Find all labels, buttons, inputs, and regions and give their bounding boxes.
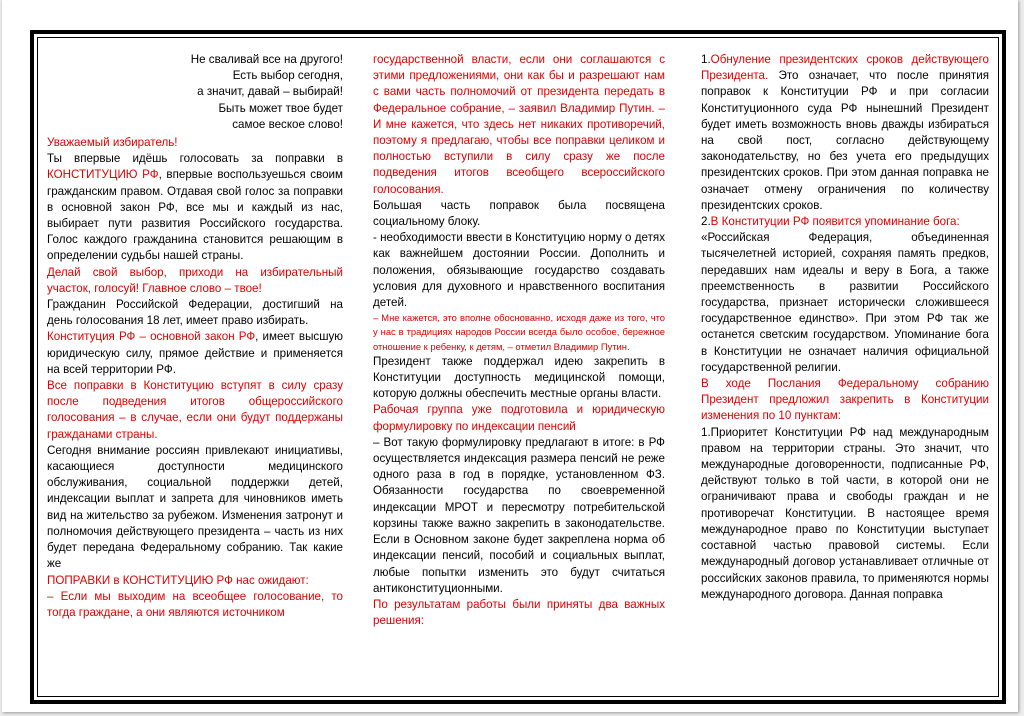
formula-paragraph: – Вот такую формулировку предлагают в итоге: в РФ осуществляется индексация размера пенсий не реже одного раза в год в порядке, установленном ФЗ. Обязанности государства по своевременной индексации МРОТ и пересмотру потребительской корзины также важно закрепить в законодательстве. Если в Основном законе будет закреплена норма об индексации пенсий, пособий и социальных выплат, любые попытки изменить это будут считаться антиконституционными. xyxy=(373,435,665,595)
address-paragraph: В ходе Послания Федеральному собранию Президент предложил закрепить в Конституции изменения по 10 пунктам: xyxy=(701,377,989,423)
constitution-paragraph: Конституция РФ – основной закон РФ, имеет высшую юридическую силу, прямое действие и применяется на всей территории РФ. xyxy=(47,330,343,376)
social-block-paragraph: Большая часть поправок была посвящена социальному блоку. xyxy=(373,198,665,229)
children-paragraph: - необходимости ввести в Конституцию норму о детях как важнейшем достоянии России. Дополнить и положения, обязывающие государство создавать условия для духовного и нравственного воспитания детей. xyxy=(373,231,665,310)
poem-line: а значит, давай – выбирай! xyxy=(197,85,343,99)
leaflet-page xyxy=(2,0,1018,712)
putin-quote: государственной власти, если они соглашаются с этими предложениями, они как бы и разрешают нам с вами часть полномочий от президента передать в Федеральное собрание, – заявил Владимир Путин. – И мне кажется, что здесь нет никаких противоречий, поэтому я предлагаю, чтобы все поправки целиком и полностью вступили в силу сразу же после подведения итогов всеобщего всероссийского голосования. xyxy=(373,53,665,196)
putin-children-quote: – Мне кажется, это вполне обоснованно, исходя даже из того, что у нас в традициях народов России всегда было особое, бережное отношение к ребенку, к детям, – отметил Владимир Путин. xyxy=(373,312,665,352)
item-2-paragraph: 2.В Конституции РФ появится упоминание бога: xyxy=(701,215,960,229)
item-2-quote: «Российская Федерация, объединенная тысячелетней историей, сохраняя память предков, передавших нам идеалы и веру в Бога, а также преемственность в развитии Российского государства, признает исторически сложившееся государственное единство». При этом РФ так же останется светским государством. Упоминание бога в Конституции не означает наличия официальной государственной религии. xyxy=(701,231,989,374)
column-right xyxy=(701,52,989,690)
closing-paragraph: – Если мы выходим на всеобщее голосование, то тогда граждане, а они являются источником xyxy=(47,589,343,619)
column-left xyxy=(47,52,343,690)
greeting: Уважаемый избиратель! xyxy=(47,136,178,150)
item-1-paragraph: 1.Обнуление президентских сроков действующего Президента. Это означает, что после принятия поправок к Конституции РФ и при согласии Конституционного суда РФ нынешний Президент будет иметь возможность вновь дважды избираться на свой пост, согласно действующему законодательству, но без учета его предыдущих президентских сроков. При этом данная поправка не означает отмену ограничения по количеству президентских сроков. xyxy=(701,53,989,212)
poem-line: Быть может твое будет xyxy=(218,101,343,115)
page-border-inner xyxy=(37,37,999,697)
call-to-vote: Делай свой выбор, приходи на избирательный участок, голосуй! Главное слово – твое! xyxy=(47,265,343,295)
results-paragraph: По результатам работы были приняты два важных решения: xyxy=(373,597,665,628)
poem-line: Есть выбор сегодня, xyxy=(232,69,343,83)
medicine-paragraph: Президент также поддержал идею закрепить в Конституции доступность медицинской помощи, которую должны обеспечить местные органы власти. xyxy=(373,354,665,401)
priority-paragraph: 1.Приоритет Конституции РФ над международным правом на территории страны. Это значит, что международные договоренности, подписанные РФ, действуют только в той части, в которой они не ограничивают права и свободы граждан и не противоречат Конституции. В настоящее время международное право по Конституции выступает составной частью правовой системы. Если международный договор устанавливает отличные от российских законов правила, то применяются нормы международного договора. Данная поправка xyxy=(701,425,989,601)
poem-line: самое веское слово! xyxy=(232,117,343,131)
column-middle xyxy=(373,52,665,690)
await-heading: ПОПРАВКИ в КОНСТИТУЦИЮ РФ нас ожидают: xyxy=(47,573,309,587)
poem-line: Не сваливай все на другого! xyxy=(190,53,343,66)
intro-paragraph: Ты впервые идёшь голосовать за поправки в КОНСТИТУЦИЮ РФ, впервые воспользуешься своим гражданским правом. Отдавая свой голос за поправки в основной закон РФ, все мы и каждый из нас, выбирает пути развития Российского государства. Голос каждого гражданина становится решающим в определении судьбы нашей страны. xyxy=(47,152,343,263)
attention-paragraph: Сегодня внимание россиян привлекают инициативы, касающиеся доступности медицинского обслуживания, социальной поддержки детей, индексации выплат и запрета для чиновников иметь вид на жительство за рубежом. Изменения затронут и полномочия действующего президента – часть из них будет передана Федеральному собранию. Так какие же xyxy=(47,443,343,571)
page-border xyxy=(30,30,1006,704)
citizens-paragraph: Гражданин Российской Федерации, достигший на день голосования 18 лет, имеет право избирать. xyxy=(47,298,343,328)
workgroup-paragraph: Рабочая группа уже подготовила и юридическую формулировку по индексации пенсий xyxy=(373,403,665,433)
amendments-force-paragraph: Все поправки в Конституцию вступят в силу сразу после подведения итогов общероссийского голосования – в случае, если они будут поддержаны гражданами страны. xyxy=(47,379,343,441)
